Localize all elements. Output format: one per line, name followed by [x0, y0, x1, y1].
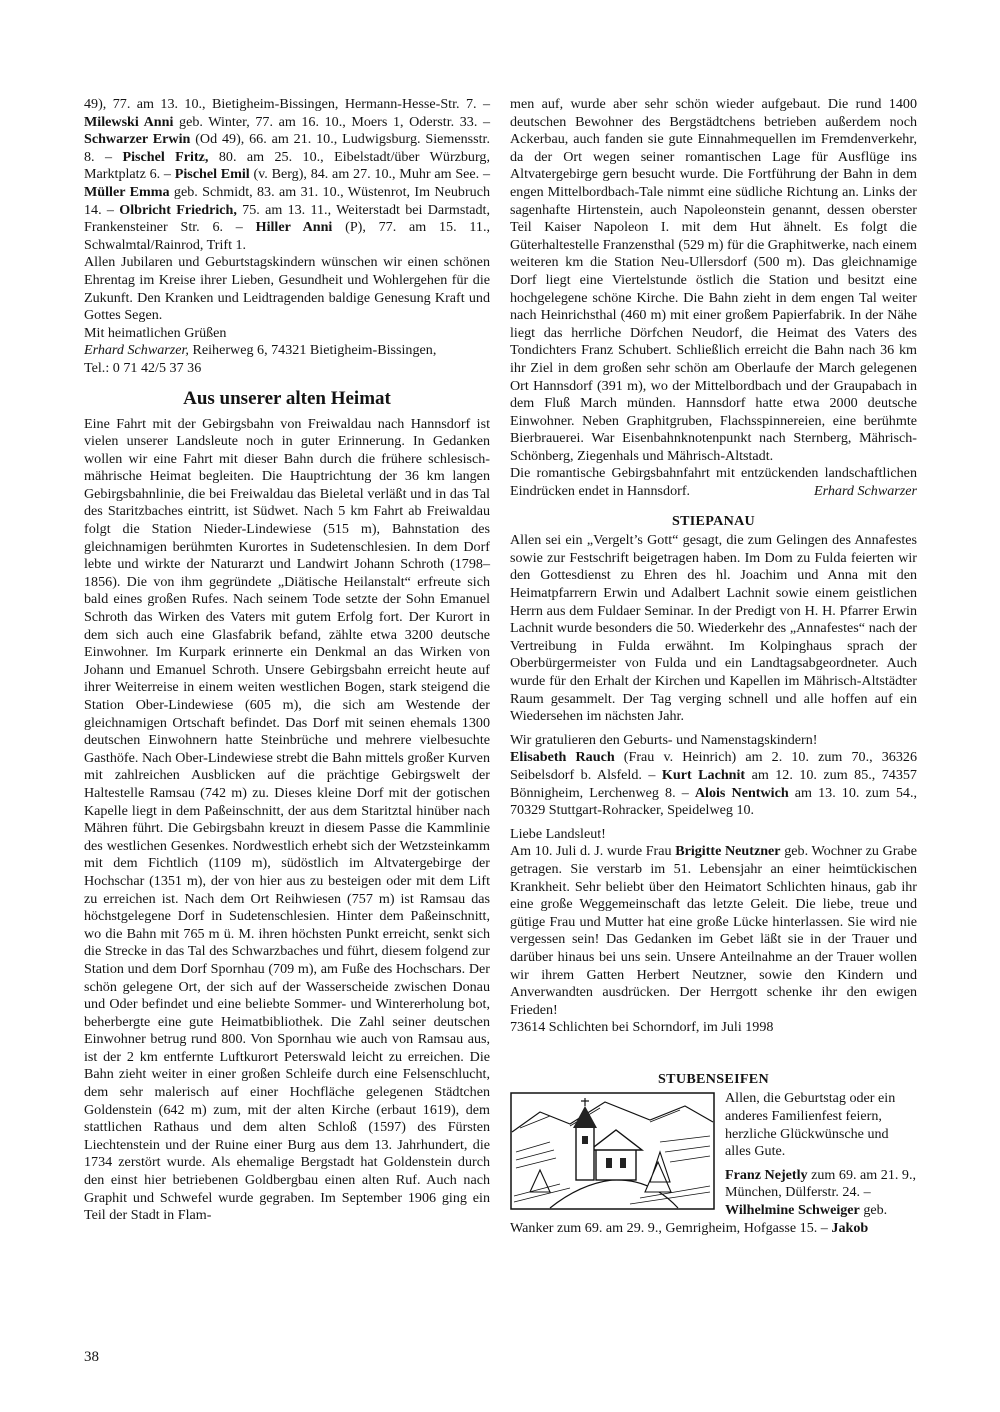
salutation: Liebe Landsleut! [510, 825, 606, 842]
right-column [510, 96, 917, 1237]
sender-telephone: Tel.: 0 71 42/5 37 36 [84, 359, 202, 376]
church-woodcut-icon [510, 1092, 715, 1210]
stubenseifen-wishes: Allen, die Geburtstag oder ein anderes Familienfest feiern, herzliche Glückwünsche und alles Gute. [725, 1090, 896, 1160]
sender-address: Erhard Schwarzer, Reiherweg 6, 74321 Bietigheim-Bissingen, [84, 342, 437, 359]
article-signature: Erhard Schwarzer [814, 483, 917, 500]
page-number: 38 [84, 1349, 99, 1365]
left-column [84, 96, 490, 1225]
article-body: Eine Fahrt mit der Gebirgsbahn von Freiwaldau nach Hannsdorf ist vielen unserer Landsleute noch in guter Erinnerung. In Gedanken wollen wir eine Fahrt mit dieser Bahn durch die frühere schlesisch-mährische Heimat begleiten. Die Hauptrichtung der 36 km langen Gebirgsbahnlinie, die bei Freiwaldau das Bieletal verläßt und in das Tal des Staritzbaches eintritt, ist Südwet. Nach 5 km Fahrt ab Freiwaldau folgt die Station Nieder-Lindewiese (515 m), Bahnstation des gleichnamigen berühmten Kurortes in Sudetenschlesien. In dem Dorf lebte und wirkte der Naturarzt und Landwirt Johann Schroth (1798–1856). Die von ihm gegründete „Diätische Heilanstalt“ erfreute sich bald eines großen Rufes. Nach seinem Tode setzte der Sohn Emanuel Schroth das Wirken des Vaters mit gutem Erfolg fort. Der Kurort in dem sich auch eine Glasfabrik befand, zählte etwa 3200 deutsche Einwohner. Im Kurpark erinnerte ein Denkmal an das Wirken von Johann und Emanuel Schroth. Unsere Gebirgsbahn erreicht heute auf ihrer Weiterreise in einem weiten westlichen Bogen, stark steigend die Station Ober-Lindewiese (605 m), die sich am Westende der gleichnamigen Ortschaft befindet. Das Dorf mit seinen ehemals 1300 deutschen Einwohnern hatte Steinbrüche und mehrere vielbesuchte Gasthöfe. Nach Ober-Lindewiese strebt die Bahn mittels großer Kurven mit zahlreichen Ausblicken auf die prächtige Gebirgswelt der Haltestelle Ramsau (742 m) zu. Dieses kleine Dorf mit der gotischen Kapelle liegt in dem Paßeinschnitt, der aus dem Staritztal hinüber nach Mähren führt. Die Gebirgsbahn kreuzt in diesem Passe die Kammlinie des westlichen Gesenkes. Nordwestlich erhebt sich der Wetzsteinkamm mit dem Fichtlich (1109 m), südöstlich im Altvatergebirge der Hochschar (1351 m), der von hier aus zu besteigen oder mit dem Lift zu erreichen ist. Nach dem Ort Reihwiesen (757 m) ist Ramsau das höchstgelegene Dorf in Sudetenschlesien. Hinter dem Paßeinschnitt, wo die Bahn mit 765 m ü. M. ihren höchsten Punkt erreicht, senkt sich die Strecke in das Tal des Schwarzbaches und führt, diesem folgend zur Station und dem Dorf Spornhau (709 m), am Fuße des Hochschars. Der schön gelegene Ort, der sich auf der Wasserscheide zwischen Donau und Oder befindet und eine beliebte Sommer- und Wintererholung bot, beherbergte eine gute Heimatbibliothek. Die Zahl seiner deutschen Einwohner betrug rund 800. Von Spornhau wie auch von Ramsau aus, ist der 2 km entfernte Luftkurort Peterswald leicht zu erreichen. Die Bahn zieht weiter in einer großen Schleife durch eine Felsenschlucht, dem sehr malerisch auf einer Hochfläche gelegenen Städtchen Goldenstein (642 m) zum, mit der alten Kirche (erbaut 1619), dem stattlichen Rathaus und dem alten Schloß (1597) des Fürsten Liechtenstein und der Ruine einer Burg aus dem 13. Jahrhundert, die 1734 zerstört wurde. Als ehemalige Bergstadt hat Goldenstein durch den einst hier betriebenen Goldbergbau einen alten Ruf. Auch nach Graphit und Schwefel wurde gegraben. Im September 1906 ging ein Teil der Stadt in Flam- [84, 415, 490, 1224]
birthday-list: 49), 77. am 13. 10., Bietigheim-Bissingen, Hermann-Hesse-Str. 7. – Milewski Anni geb. Winter, 77. am 16. 10., Moers 1, Oderstr. 33. – Schwarzer Erwin (Od 49), 66. am 21. 10., Ludwigsburg. Siemensstr. 8. – Pischel Fritz, 80. am 25. 10., Eibelstadt/über Würzburg, Marktplatz 6. – Pischel Emil (v. Berg), 84. am 27. 10., Muhr am See. – Müller Emma geb. Schmidt, 83. am 31. 10., Wüstenrot, Im Neubruch 14. – Olbricht Friedrich, 75. am 13. 11., Weiterstadt bei Darmstadt, Frankensteiner Str. 6. – Hiller Anni (P), 77. am 15. 11., Schwalmtal/Rainrod, Trift 1. [84, 96, 490, 253]
obituary-text: Am 10. Juli d. J. wurde Frau Brigitte Neutzner geb. Wochner zu Grabe getragen. Sie verstarb im 51. Lebensjahr an einer heimtückischen Krankheit. Sehr beliebt über den Heimatort Schlichten hinaus, gab ihr eine große Weggemeinschaft das letzte Geleit. Die liebe, treue und gütige Frau und Mutter hat eine große Lücke hinterlassen. Sie wird nie vergessen sein! Das Gedanken im Gebet läßt sie in der Trauer und darüber hinaus bei uns sein. Unsere Anteilnahme an der Trauer wollen wir ihrem Gatten Herbert Neutzner, sowie den Kindern und Anverwandten ausdrücken. Der Herrgott schenke ihr den ewigen Frieden! [510, 843, 917, 1018]
article-ending: Die romantische Gebirgsbahnfahrt mit entzückenden landschaftlichen Eindrücken endet in Hannsdorf. Erhard Schwarzer [510, 465, 917, 500]
stiepanau-text: Allen sei ein „Vergelt’s Gott“ gesagt, die zum Gelingen des Annafestes sowie zur Festschrift beigetragen haben. Im Dom zu Fulda feierten wir den Gottesdienst zu Ehren des hl. Joachim und Anna mit den Heimatpfarrern Erwin und Adalbert Lachnit sowie einem geistlichen Herrn aus dem Fuldaer Seminar. In der Predigt von H. H. Pfarrer Erwin Lachnit wurde besonders die 50. Wiederkehr des „Annafestes“ nach der Vertreibung in Fulda erwähnt. Im Kolpinghaus sprach der Oberbürgermeister von Fulda und ein Landtagsabgeordneter. Auch wurde für den Erhalt der Kirchen und Kapellen im Mährisch-Altstädter Raum gesammelt. Der Tag verging schnell und alle hoffen auf ein Wiedersehen im nächsten Jahr. [510, 532, 917, 725]
section-heading-stubenseifen: STUBENSEIFEN [658, 1070, 769, 1087]
wishes-paragraph: Allen Jubilaren und Geburtstagskindern wünschen wir einen schönen Ehrentag im Kreise ihrer Lieben, Gesundheit und Wohlergehen für die Zukunft. Den Kranken und Leidtragenden baldige Genesung Kraft und Gottes Segen. [84, 254, 490, 324]
obituary-place-date: 73614 Schlichten bei Schorndorf, im Juli 1998 [510, 1019, 774, 1036]
section-heading-stiepanau: STIEPANAU [671, 512, 756, 529]
greeting-line: Mit heimatlichen Grüßen [84, 324, 227, 341]
article-heading: Aus unserer alten Heimat [183, 387, 391, 409]
article-continuation: men auf, wurde aber sehr schön wieder aufgebaut. Die rund 1400 deutschen Bewohner des Bergstädtchens betrieben außerdem noch Ackerbau, auch fanden sie gute Einnahmequellen im Fremdenverkehr, da der Ort wegen seiner romantischen Lage für Ausflüge ins Altvatergebirge gern besucht wurde. Die Fortführung der Bahn in dem engen Mittelbordbach-Tale nimmt eine südliche Richtung an. Links der sagenhafte Hirtenstein, auch Napoleonstein genannt, dessen oberster Teil Kaiser Napoleon I. mit dem Hut ähnelt. Es folgt die Güterhaltestelle Franzensthal (529 m) für die Graphitwerke, nach einem weiteren km die Station Neu-Ullersdorf (500 m). Das gleichnamige Dorf liegt eine Viertelstunde östlich die Station und besitzt eine hochgelegene schöne Kirche. Die Bahn zieht in dem engen Tal weiter nach Heinrichsthal (460 m) mit einer großem Papierfabrik. In der Nähe liegt das herrliche Dörfchen Neudorf, die Heimat des Vaters des Tondichters Franz Schubert. Schließlich erreicht die Bahn nach 36 km ihr Ziel in dem großen sehr schön am Oberlaufe der March gelegenen Ort Hannsdorf (391 m), wo der Mittelbordbach und der Graupabach in dem Fluß March münden. Hannsdorf hatte etwa 2000 deutsche Einwohner. Neben Graphitgruben, Flachsspinnereien, eine berühmte Bierbrauerei. War Eisenbahnknotenpunkt nach Sternberg, Mährisch-Schönberg, Ziegenhals und Mährisch-Altstadt. [510, 96, 917, 464]
stubenseifen-birthday-list: Franz Nejetly zum 69. am 21. 9., München, Dülferstr. 24. – Wilhelmine Schweiger geb. Wanker zum 69. am 29. 9., Gemrigheim, Hofgasse 15. – Jakob [510, 1166, 917, 1236]
congrats-line: Wir gratulieren den Geburts- und Namenstagskindern! [510, 731, 818, 748]
congrats-list: Elisabeth Rauch (Frau v. Heinrich) am 2. 10. zum 70., 36326 Seibelsdorf b. Alsfeld. – Kurt Lachnit am 12. 10. zum 85., 74357 Bönnigheim, Lerchenweg 8. – Alois Nentwich am 13. 10. zum 54., 70329 Stuttgart-Rohracker, Speidelweg 10. [510, 749, 918, 819]
